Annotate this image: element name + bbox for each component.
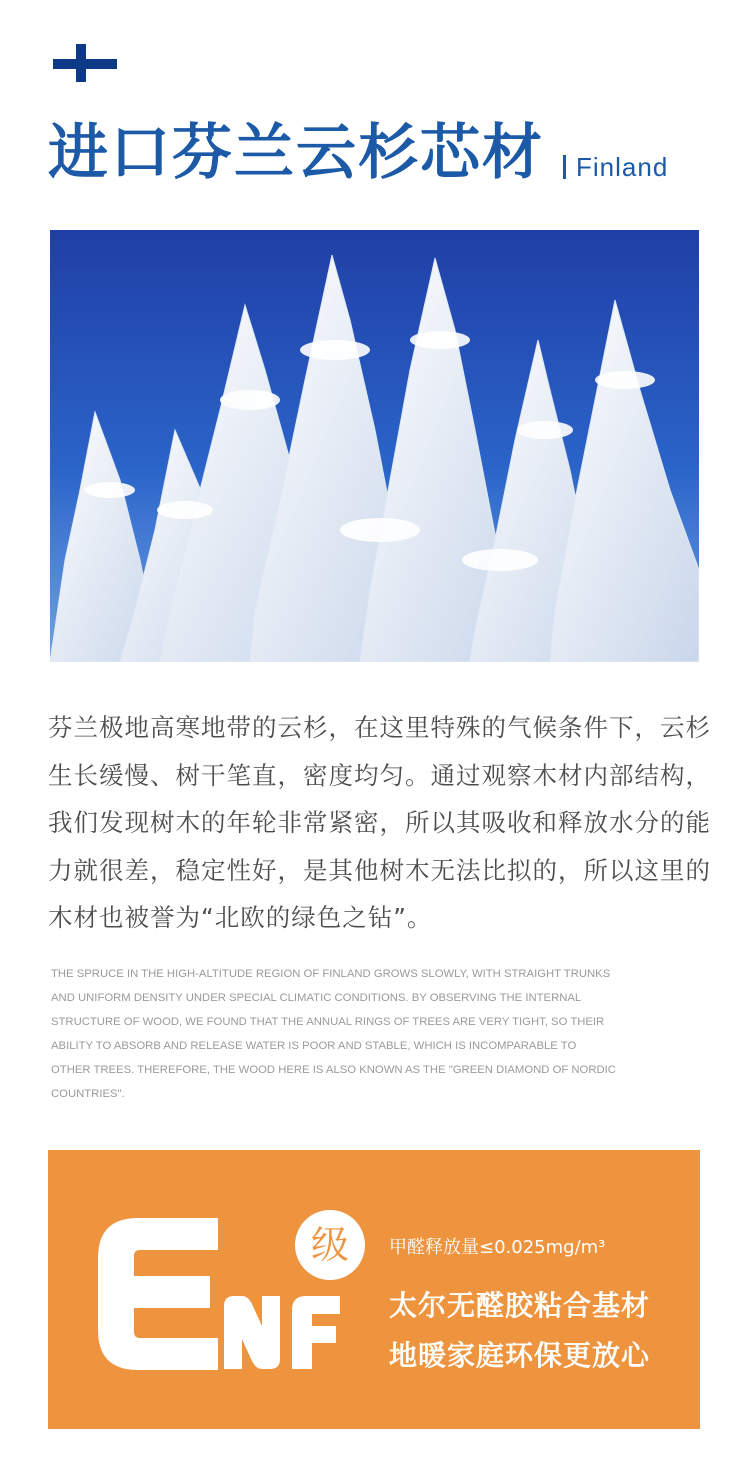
title-divider	[563, 155, 566, 179]
description-cn-line: 芬兰极地高寒地带的云杉，在这里特殊的气候条件下，云杉	[48, 713, 711, 742]
slogan-line-1: 太尔无醛胶粘合基材	[389, 1289, 651, 1322]
page-subtitle: Finland	[576, 152, 669, 182]
description-en-line: OTHER TREES. THEREFORE, THE WOOD HERE IS ALSO KNOWN AS THE "GREEN DIAMOND OF NORDIC	[51, 1064, 616, 1076]
description-cn-line: 我们发现树木的年轮非常紧密，所以其吸收和释放水分的能	[48, 808, 711, 837]
slogan-line-2: 地暖家庭环保更放心	[389, 1339, 651, 1372]
finland-flag-icon	[53, 44, 117, 82]
description-en-line: COUNTRIES".	[51, 1088, 125, 1100]
description-en-line: AND UNIFORM DENSITY UNDER SPECIAL CLIMATIC CONDITIONS. BY OBSERVING THE INTERNAL	[51, 992, 582, 1004]
description-chinese	[48, 704, 711, 942]
description-en-line: ABILITY TO ABSORB AND RELEASE WATER IS POOR AND STABLE, WHICH IS INCOMPARABLE TO	[51, 1040, 577, 1052]
description-cn-line: 力就很差，稳定性好，是其他树木无法比拟的，所以这里的	[48, 855, 711, 885]
enf-logo-f-letter	[292, 1296, 340, 1369]
description-english	[51, 962, 691, 1106]
page-title: 进口芬兰云杉芯材	[48, 118, 544, 188]
description-cn-line: 木材也被誉为“北欧的绿色之钻”。	[48, 903, 433, 932]
snow-covered-spruce-forest-photo	[50, 230, 699, 662]
enf-logo-n-letter	[224, 1296, 280, 1369]
description-en-line: STRUCTURE OF WOOD, WE FOUND THAT THE ANNUAL RINGS OF TREES ARE VERY TIGHT, SO THEIR	[51, 1016, 605, 1028]
enf-logo-icon	[98, 1218, 218, 1370]
description-cn-line: 生长缓慢、树干笔直，密度均匀。通过观察木材内部结构，	[48, 760, 711, 790]
description-en-line: THE SPRUCE IN THE HIGH-ALTITUDE REGION OF FINLAND GROWS SLOWLY, WITH STRAIGHT TRUNKS	[51, 968, 611, 980]
grade-badge: 级	[295, 1210, 365, 1280]
formaldehyde-spec: 甲醛释放量≤0.025mg/m³	[389, 1237, 606, 1258]
